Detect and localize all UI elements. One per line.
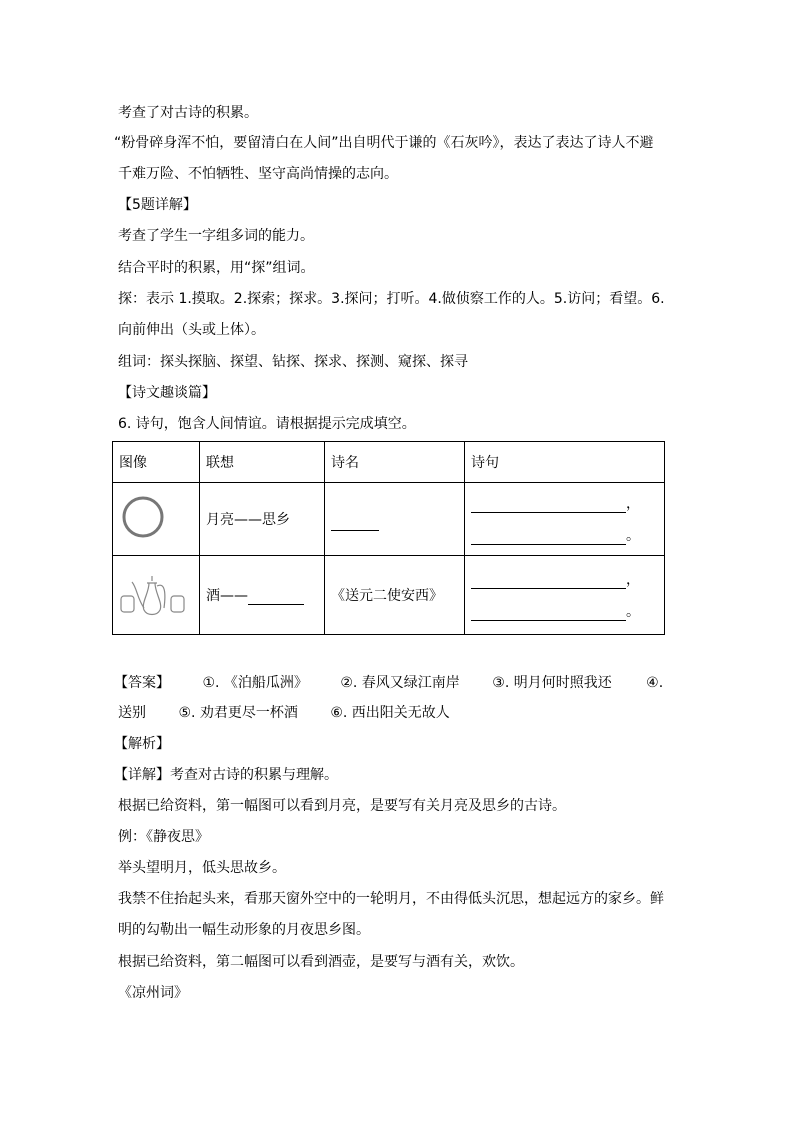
title-cell <box>325 483 465 556</box>
verse-blank[interactable] <box>471 512 626 513</box>
header-cell: 图像 <box>113 442 200 483</box>
answer-item: ⑥. 西出阳关无故人 <box>330 705 450 721</box>
answer-label: 【答案】 <box>114 675 170 691</box>
text-line: 探：表示 1.摸取。2.探索；探求。3.探问；打听。4.做侦察工作的人。5.访问；看望。6. <box>118 291 665 307</box>
text-line: 《凉州词》 <box>118 985 188 1001</box>
verse-cell <box>465 556 665 635</box>
title-cell: 《送元二使安西》 <box>325 556 465 635</box>
answer-item: 送别 <box>118 705 146 721</box>
answer-item: ②. 春风又绿江南岸 <box>340 675 460 691</box>
text-line: 考查了对古诗的积累。 <box>118 105 258 121</box>
period: 。 <box>626 528 640 544</box>
image-cell <box>113 556 200 635</box>
table-header-row <box>113 442 665 483</box>
question-6: 6. 诗句，饱含人间情谊。请根据提示完成填空。 <box>118 416 416 432</box>
text-line: 明的勾勒出一幅生动形象的月夜思乡图。 <box>118 922 370 938</box>
answer-item: ④. <box>646 675 664 691</box>
moon-icon <box>119 492 169 542</box>
table-row <box>113 483 665 556</box>
text-line: 【详解】考查对古诗的积累与理解。 <box>114 767 338 783</box>
header-cell: 诗名 <box>325 442 465 483</box>
text-line: 我禁不住抬起头来，看那天窗外空中的一轮明月，不由得低头沉思，想起远方的家乡。鲜 <box>118 891 664 907</box>
association-blank[interactable] <box>248 590 304 605</box>
wine-pot-icon <box>119 568 189 618</box>
section-heading: 【解析】 <box>114 736 170 752</box>
header-cell: 诗句 <box>465 442 665 483</box>
text-line: 根据已给资料，第二幅图可以看到酒壶，是要写与酒有关，欢饮。 <box>118 954 524 970</box>
verse-blank[interactable] <box>471 544 626 545</box>
text-line: 例：《静夜思》 <box>118 829 209 845</box>
text-line: 千难万险、不怕牺牲、坚守高尚情操的志向。 <box>118 166 398 182</box>
answer-item: ③. 明月何时照我还 <box>492 675 612 691</box>
text-line: 举头望明月，低头思故乡。 <box>118 860 286 876</box>
section-heading: 【5题详解】 <box>118 197 197 213</box>
title-blank[interactable] <box>331 516 379 531</box>
text-line: 根据已给资料，第一幅图可以看到月亮，是要写有关月亮及思乡的古诗。 <box>118 798 566 814</box>
poem-table <box>112 441 665 635</box>
association-cell: 月亮——思乡 <box>200 483 325 556</box>
header-cell: 联想 <box>200 442 325 483</box>
answer-item: ①. 《泊船瓜洲》 <box>202 675 308 691</box>
table-row <box>113 556 665 635</box>
answer-line-2 <box>118 704 478 722</box>
text-line: 结合平时的积累，用“探”组词。 <box>118 260 315 276</box>
verse-blank[interactable] <box>471 620 626 621</box>
verse-cell <box>465 483 665 556</box>
text-line: 考查了学生一字组多词的能力。 <box>118 228 314 244</box>
period: 。 <box>626 604 640 620</box>
text-line: 向前伸出（头或上体）。 <box>118 322 265 338</box>
association-text: 酒—— <box>206 588 248 604</box>
verse-blank[interactable] <box>471 588 626 589</box>
association-cell <box>200 556 325 635</box>
image-cell <box>113 483 200 556</box>
text-line: 组词：探头探脑、探望、钻探、探求、探测、窥探、探寻 <box>118 354 468 370</box>
text-line: “粉骨碎身浑不怕，要留清白在人间”出自明代于谦的《石灰吟》，表达了表达了诗人不避 <box>114 135 654 151</box>
comma: ， <box>626 496 640 512</box>
answer-item: ⑤. 劝君更尽一杯酒 <box>178 705 298 721</box>
comma: ， <box>626 572 640 588</box>
answer-line-1 <box>114 674 663 692</box>
section-heading: 【诗文趣谈篇】 <box>118 385 216 401</box>
